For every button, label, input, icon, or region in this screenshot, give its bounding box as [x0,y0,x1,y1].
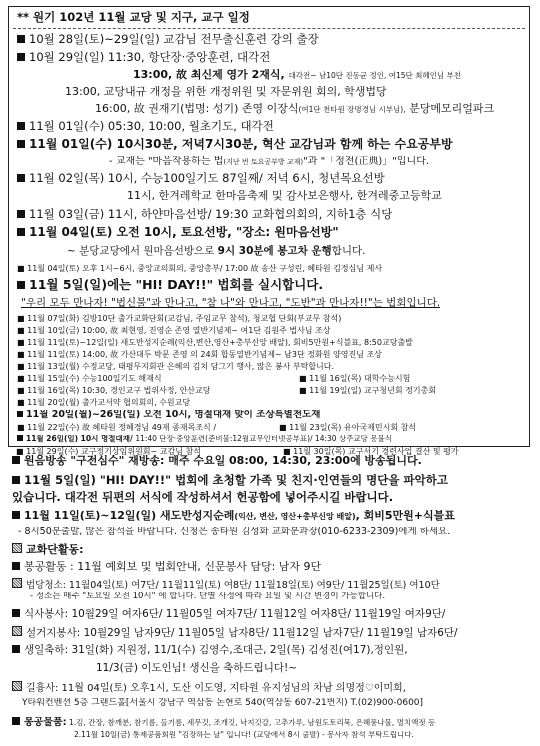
hiday-slogan: "우리 모두 만나자! "법신불"과 만나고, "참 나"와 만나고, "도반"과 만나자!!"는 법회입니다. [21,297,441,309]
bullet-square-icon [12,609,20,617]
schedule-title: ** 원기 102년 11월 교당 및 지구, 교구 일정 [17,11,250,24]
schedule-item-small: ■ 11월 10일(금) 10:00, 故 최현영, 진영순 존영 열반기념제~ 여1단 김원주 법사님 조상 [17,326,331,335]
schedule-item-small: ■ 11월 11일(토)~12일(일) 새도반성지순례(익산,변산,영산+총부신앙 배알), 회비5만원+식블표, 8:50교당출발 [17,338,413,347]
notice-item: 교화단활동: [12,543,84,557]
notice-item: 봉공활동 : 11월 예회보 및 법회안내, 신문봉사 담당: 남자 9단 [12,561,321,574]
schedule-subitem: 11시, 한겨레학교 한마음축제 및 감사보은행사, 한겨레중고등학교 [127,190,442,202]
schedule-item-small: 11월 26일(일) 10시 명절대재/ 11:40 단장·중앙훈련(준비물:12월교무인터넷공부표)/ 14:30 상주교당 봉불식 [17,435,392,444]
radio-broadcast-note: 원음방송 "구전심수" 재방송: 매주 수요일 08:00, 14:30, 23:00에 방송됩니다. [12,455,422,468]
notice-item-cont: 있습니다. 대각전 뒤편의 서식에 작성하셔서 헌공함에 넣어주시길 바랍니다. [12,491,394,504]
bullet-square-icon [12,476,20,484]
schedule-item-small: ■ 11월 15일(수) 수능100일기도 해재식 [17,374,162,383]
notice-item: 설거지봉사: 10월29일 남자9단/ 11월05일 남자8단/ 11월12일 남자7단/ 11월19일 남자6단/ [12,626,458,639]
bullet-square-icon [12,562,20,570]
schedule-item-small: ■ 11월 23일(목) 유아국제민시회 참석 [279,423,417,432]
notice-item-cont: 11/3(금) 이도인님! 생신을 축하드립니다!~ [96,662,298,674]
schedule-item: 10월 28일(토)~29일(일) 교감님 전무출신훈련 강의 출장 [17,33,319,46]
schedule-item: 11월 04일(토) 오전 10시, 토요선방, "장소: 원마음선방" [17,226,339,240]
notice-note: - 8시50분출발, 많은 참석을 바랍니다. 신청은 송타원 김성화 교화분과장(010-6233-2309)에게 하세요. [18,527,451,537]
schedule-item: 11월 03일(금) 11시, 하얀마음선방/ 19:30 교화협의회의, 지하1층 식당 [17,208,392,221]
schedule-note: ~ 분당교당에서 원마음선방으로 9시 30분에 봉고차 운행합니다. [67,245,366,257]
schedule-item-small: ■ 11월 30일(목) 교구서기 경련사업 결산 및 평가 [283,447,459,456]
notice-note: - 정소는 매주 "토요일 오전 10시" 에 합니다. 단별 사정에 따라 요일 및 시간 변경이 가능합니다. [30,592,386,601]
schedule-item: 11월 01일(수) 10시30분, 저녁7시30분, 혁산 교감님과 함께 하는 수요공부방 [17,138,453,152]
bullet-square-icon [12,511,20,519]
schedule-item-small: ■ 11월 19일(일) 교구청년회 정기총회 [299,386,437,395]
schedule-item-small: ■ 11월 22일(수) 故 혜타원 정혜경님 49재 종재목조식 / [17,423,217,432]
notice-item-cont: 2.11월 10일(금) 통제공품회원 "김장하는 날" 입니다! (교당에서 8시 출발) - 봉사자 참석 부탁드립니다. [74,731,414,739]
notice-item: 11월 5일(일) "HI! DAY!!" 법회에 초청할 가족 및 친지·인연들의 명단을 파악하고 [12,474,448,487]
notice-item: 생일축하: 31일(화) 지원정, 11/1(수) 김영수,조대근, 2일(목) 김성진(여17),정인원, [12,644,408,656]
schedule-item: 11월 5일(일)에는 "HI! DAY!!" 법회를 실시합니다. [17,278,323,292]
schedule-item-small: ■ 11월 16일(목) 10:30, 경인교구 법위사정, 안산교당 [17,386,211,395]
schedule-item-small: ■ 11월 16일(목) 대학수능시험 [299,374,411,383]
bullet-hatched-icon [12,626,22,636]
notice-item-cont: Y타워컨벤션 5층 그랜드홀[서울시 강남구 역삼동 논현로 540(역삼동 607-21번지) T.(02)900-0600] [22,698,424,708]
bullet-square-icon [12,717,20,725]
notice-item: 봉공물품: 1.김, 간장, 참깨분, 참기름, 들기름, 세무깃, 조개깃, 낙지깃갈, 고추가루, 남원도토리묵, 은혜풍나물, 멸치액젓 등 [12,717,435,729]
schedule-item-small: ■ 11월 11일(토) 14:00, 故 가산대두 박문 존영 의 24회 합동열반기념제~ 남3단 정화원 양영진님 조상 [17,350,382,359]
schedule-subitem: 13:00, 교당내규 개정을 위한 개정위원 및 자문위원 회의, 학생법당 [65,86,387,98]
schedule-item-small: ■ 11월 29일(수) 교구정기상임위원회~ 교감님 참석 [16,447,201,456]
schedule-item-small: ■ 11월 13일(월) 수정교당, 태평무지회관 은혜의 김치 담그기 행사, 많은 봉사 부탁합니다. [17,362,335,371]
notice-item: 11월 11일(토)~12일(일) 새도반성지순례(익산, 변산, 영산+총부신앙 배알), 회비5만원+식블표 [12,510,455,523]
schedule-item-small: ■ 11월 07일(화) 김방10단 출가교화단회(교감님, 주임교무 참석), 청교협 단회(부교무 참석) [17,314,342,323]
bullet-hatched-icon [12,681,22,691]
schedule-subitem: 16:00, 故 권재기(법명: 성기) 존영 이장식(여1단 천타원 장명경님 시부님), 분당메모리얼파크 [95,103,495,115]
schedule-item-small: ■ 11월 04일(토) 오후 1시~6시, 중앙교의회의, 중앙총부/ 17:00 故 송산 구성린, 혜타원 김정심님 제사 [17,264,383,273]
bullet-square-icon [12,456,20,464]
schedule-subitem: 13:00, 故 최신제 영가 2재식, 대각전~ 남10단 진동균 정인, 여15단 최혜인님 부친 [133,69,462,81]
schedule-note: - 교재는 "마음작용하는 법(지난 번 토요공부방 교재)"과 "「정전(正典)」"입니다. [109,156,430,167]
bullet-hatched-icon [12,578,22,588]
notice-item: 법당청소: 11월04일(토) 여7단/ 11월11일(토) 여8단/ 11월18일(토) 여9단/ 11월25일(토) 여10단 [12,578,440,592]
schedule-item: 10월 29일(일) 11:30, 항단장·중앙훈련, 대각전 [17,51,270,64]
schedule-item-small: ■ 11월 20일(월) 출가교서약 협의회의, 수원교당 [17,398,191,407]
schedule-item: 11월 02일(목) 10시, 수능100일기도 87일째/ 저녁 6시, 청년목요선방 [17,172,385,185]
schedule-item: 11월 01일(수) 05:30, 10:00, 월초기도, 대각전 [17,120,274,133]
notice-item: 식사봉사: 10월29일 여자6단/ 11월05일 여자7단/ 11월12일 여자8단/ 11월19일 여자9단/ [12,608,445,620]
bullet-hatched-icon [12,543,22,553]
schedule-item: 11월 20일(월)~26일(일) 오전 10시, 명절대재 맞이 조상특별천도재 [17,410,320,421]
bullet-square-icon [12,645,20,653]
notice-item: 길흉사: 11월 04일(토) 오후1시, 도산 이도영, 지타원 유지성님의 차남 의명정♡이미희, [12,681,406,695]
